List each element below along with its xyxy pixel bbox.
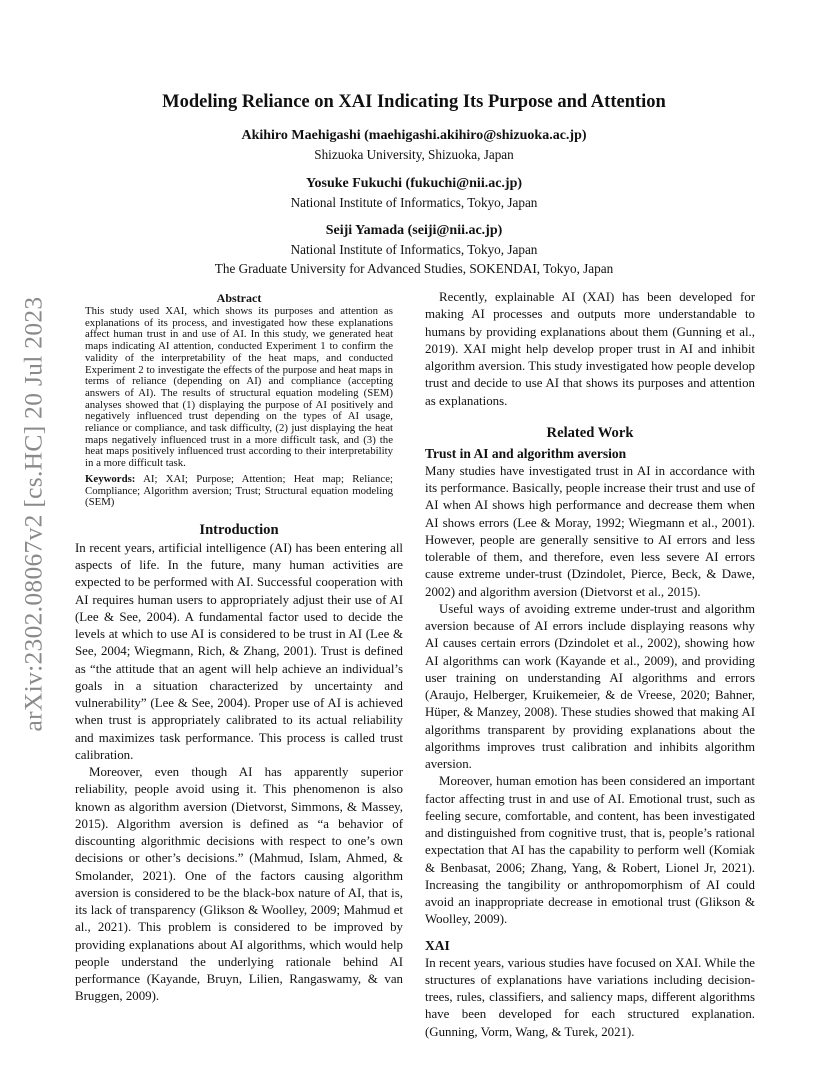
author-affiliation: The Graduate University for Advanced Studies, SOKENDAI, Tokyo, Japan [214,261,614,276]
intro-continuation [425,289,755,410]
xai-body [425,955,755,1041]
subsection-heading-xai: XAI [425,937,450,953]
author-affiliation: National Institute of Informatics, Tokyo, Japan [290,242,538,257]
paragraph: Moreover, human emotion has been considered an important factor affecting trust in and use of AI. Emotional trust, such as feeling secure, comfortable, and content, has been investigated and distinguished from cognitive trust, that is, people’s rational expectation that AI has the capability to perform well (Komiak & Benbasat, 2006; Zhang, Yang, & Robert, Lionel Jr, 2021). Increasing the tangibility or anthropomorphism of AI could avoid an inappropriate decrease in emotional trust (Glikson & Woolley, 2009). [425,774,755,927]
keywords-text: AI; XAI; Purpose; Attention; Heat map; Reliance; Compliance; Algorithm aversion; Trust; Structural equation modeling (SEM) [85,472,393,509]
paragraph: In recent years, artificial intelligence (AI) has been entering all aspects of life. In the future, many human activities are expected to be performed with AI. Successful cooperation with AI requires human users to appropriately adjust their use of AI (Lee & See, 2004). A fundamental factor used to decide the levels at which to use AI is considered to be trust in AI (Lee & See, 2004; Wiegmann, Rich, & Zhang, 2001). Trust is defined as “the attitude that an agent will help achieve an individual’s goals in a situation characterized by uncertainty and vulnerability” (Lee & See, 2004). Proper use of AI is achieved when trust is appropriately calibrated to its actual reliability and maximizes task performance. This process is called trust calibration. [75,540,403,762]
abstract [75,306,403,509]
paragraph: Many studies have investigated trust in AI in accordance with its performance. Basically, people increase their trust and use of AI when AI shows high performance and decrease them when AI shows errors (Lee & Moray, 1992; Wiegmann et al., 2001). However, people are generally sensitive to AI errors and less tolerable of them, and therefore, even less severe AI errors cause extreme under-trust (Dzindolet, Pierce, Beck, & Dawe, 2002) and algorithm aversion (Dietvorst et al., 2015). [425,463,755,599]
author-block-3 [0,221,828,278]
author-block-1 [0,126,828,164]
paragraph: Moreover, even though AI has apparently superior reliability, people avoid using it. This phenomenon is also known as algorithm aversion (Dietvorst, Simmons, & Massey, 2015). Algorithm aversion is defined as “a behavior of discounting algorithmic decisions with respect to one’s own decisions or other’s decisions.” (Mahmud, Islam, Ahmed, & Smolander, 2021). One of the factors causing algorithm aversion is considered to be the black-box nature of AI, that is, its lack of transparency (Glikson & Woolley, 2009; Mahmud et al., 2021). This problem is considered to be improved by providing explanations about AI algorithms, which would help people understand the underlying rationale behind AI performance (Kayande, Bruyn, Lilien, Rangaswamy, & van Bruggen, 2009). [75,765,403,1004]
subsection-heading-trust: Trust in AI and algorithm aversion [425,445,627,461]
right-column [425,289,755,1041]
section-heading-related-work: Related Work [546,424,634,441]
abstract-heading: Abstract [216,291,262,305]
paragraph: In recent years, various studies have focused on XAI. While the structures of explanations have variations including decision-trees, rules, classifiers, and saliency maps, different algorithms have been developed for each structured explanation. (Gunning, Vorm, Wang, & Turek, 2021). [425,955,755,1039]
paragraph: Useful ways of avoiding extreme under-trust and algorithm aversion because of AI errors include displaying reasons why AI causes certain errors (Dzindolet et al., 2002), showing how AI algorithms can work (Kayande et al., 2009), and providing user training on understanding AI algorithms and errors (Araujo, Helberger, Kruikemeier, & de Vreese, 2020; Bahner, Hüper, & Manzey, 2008). These studies showed that making AI algorithms transparent by providing explanations about the algorithms improves trust calibration and inhibits algorithm aversion. [425,601,755,771]
author-name: Akihiro Maehigashi (maehigashi.akihiro@shizuoka.ac.jp) [241,128,587,143]
arxiv-identifier [12,294,54,734]
keywords [85,474,393,509]
author-block-2 [0,174,828,212]
trust-body [425,463,755,929]
author-name: Yosuke Fukuchi (fukuchi@nii.ac.jp) [305,176,523,191]
left-column [75,290,403,1006]
abstract-text: This study used XAI, which shows its purposes and attention as explanations of its process, and investigated how these explanations affect human trust in and use of AI. In this study, we generated heat maps indicating AI attention, conducted Experiment 1 to confirm the validity of the interpretability of the heat maps, and conducted Experiment 2 to investigate the effects of the purpose and heat maps in terms of reliance (depending on AI) and compliance (accepting answers of AI). The results of structural equation modeling (SEM) analyses showed that (1) displaying the purpose of AI positively and negatively influenced trust depending on the types of AI usage, reliance or compliance, and task difficulty, (2) just displaying the heat maps negatively influenced trust in a more difficult task, and (3) the heat maps positively influenced trust according to their interpretability in a more difficult task. [85,305,393,470]
introduction-body [75,540,403,1006]
author-affiliation: National Institute of Informatics, Tokyo, Japan [290,195,538,210]
keywords-label: Keywords: [85,472,136,485]
author-name: Seiji Yamada (seiji@nii.ac.jp) [325,223,503,238]
arxiv-identifier-text: arXiv:2302.08067v2 [cs.HC] 20 Jul 2023 [18,296,48,732]
paragraph: Recently, explainable AI (XAI) has been developed for making AI processes and outputs more understandable to humans by providing explanations about them (Gunning et al., 2019). XAI might help develop proper trust in AI and inhibit algorithm aversion. This study investigated how people develop trust and decide to use AI that shows its purposes and attention as explanations. [425,290,755,408]
paper-title: Modeling Reliance on XAI Indicating Its Purpose and Attention [162,92,666,112]
author-affiliation: Shizuoka University, Shizuoka, Japan [314,147,514,162]
section-heading-introduction: Introduction [199,521,279,538]
